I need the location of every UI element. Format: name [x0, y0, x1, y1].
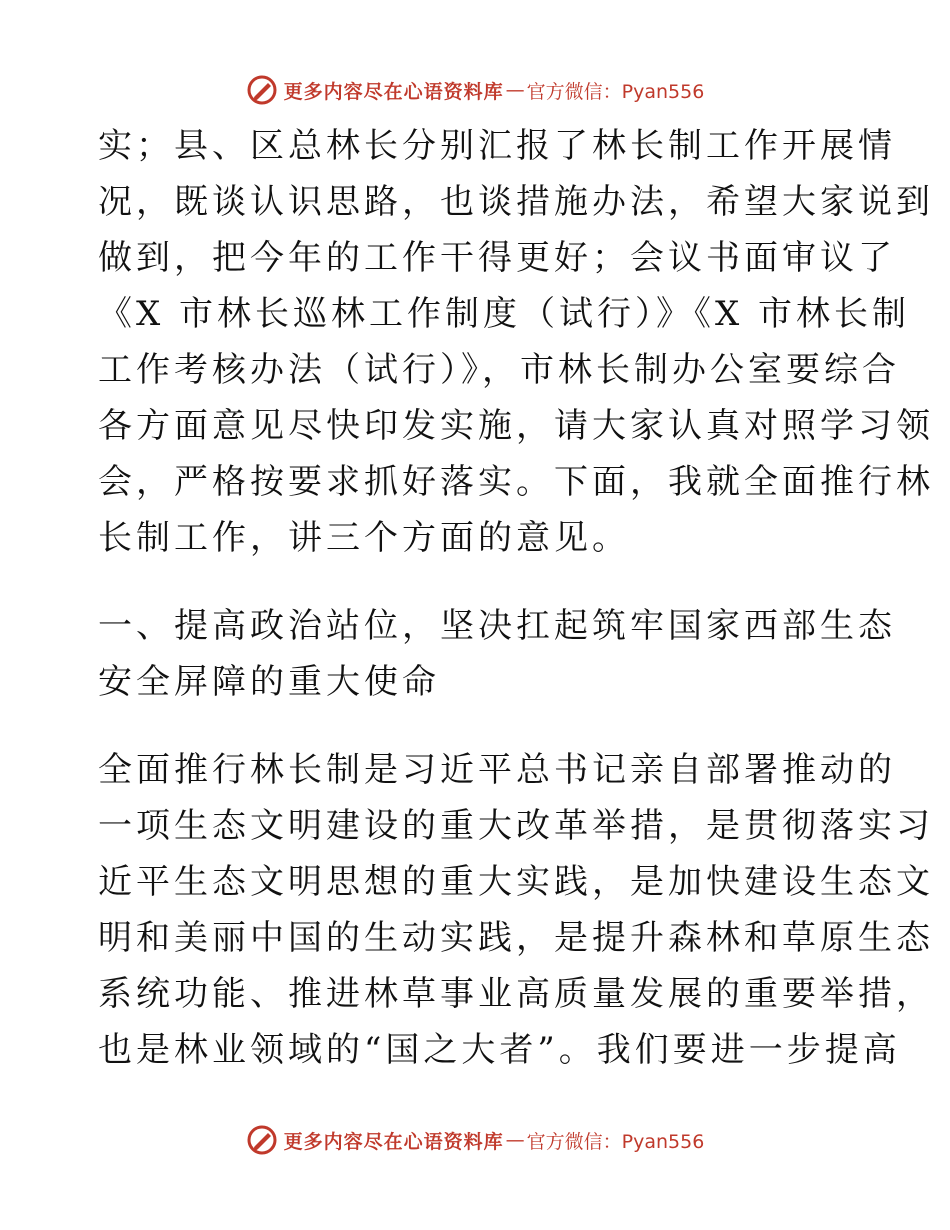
- heading-line: 安全屏障的重大使命: [98, 662, 440, 702]
- text-line: 长制工作，讲三个方面的意见。: [98, 518, 630, 558]
- watermark-separator: —: [505, 1129, 525, 1151]
- paragraph-gap: [98, 710, 858, 742]
- watermark-wechat: 官方微信：Pyan556: [526, 1130, 705, 1153]
- watermark-text: 更多内容尽在心语资料库: [283, 80, 504, 103]
- text-line: 近平生态文明思想的重大实践，是加快建设生态文: [98, 862, 934, 902]
- text-line: 《X 市林长巡林工作制度（试行）》《X 市林长制: [98, 294, 911, 334]
- paragraph-1: [98, 118, 934, 566]
- watermark-wechat: 官方微信：Pyan556: [526, 80, 705, 103]
- paragraph-gap: [98, 566, 858, 598]
- watermark-separator: —: [505, 79, 525, 101]
- text-line: 系统功能、推进林草事业高质量发展的重要举措，: [98, 974, 934, 1014]
- text-line: 一项生态文明建设的重大改革举措，是贯彻落实习: [98, 806, 934, 846]
- text-line: 工作考核办法（试行）》，市林长制办公室要综合: [98, 350, 900, 390]
- watermark-banner-top: [0, 70, 950, 110]
- text-line: 况，既谈认识思路，也谈措施办法，希望大家说到: [98, 182, 934, 222]
- text-line: 做到，把今年的工作干得更好；会议书面审议了: [98, 238, 896, 278]
- text-line: 全面推行林长制是习近平总书记亲自部署推动的: [98, 750, 896, 790]
- heading-line: 一、提高政治站位，坚决扛起筑牢国家西部生态: [98, 606, 896, 646]
- text-line: 明和美丽中国的生动实践，是提升森林和草原生态: [98, 918, 934, 958]
- watermark-banner-bottom: [0, 1120, 950, 1160]
- document-body: [98, 118, 934, 1078]
- text-line: 会，严格按要求抓好落实。下面，我就全面推行林: [98, 462, 934, 502]
- watermark-text: 更多内容尽在心语资料库: [283, 1130, 504, 1153]
- paragraph-2: [98, 742, 934, 1078]
- text-line: 各方面意见尽快印发实施，请大家认真对照学习领: [98, 406, 934, 446]
- text-line: 也是林业领域的“国之大者”。我们要进一步提高: [98, 1030, 901, 1070]
- logo-icon: [246, 74, 278, 106]
- logo-icon: [246, 1124, 278, 1156]
- section-heading: [98, 598, 896, 710]
- text-line: 实；县、区总林长分别汇报了林长制工作开展情: [98, 126, 896, 166]
